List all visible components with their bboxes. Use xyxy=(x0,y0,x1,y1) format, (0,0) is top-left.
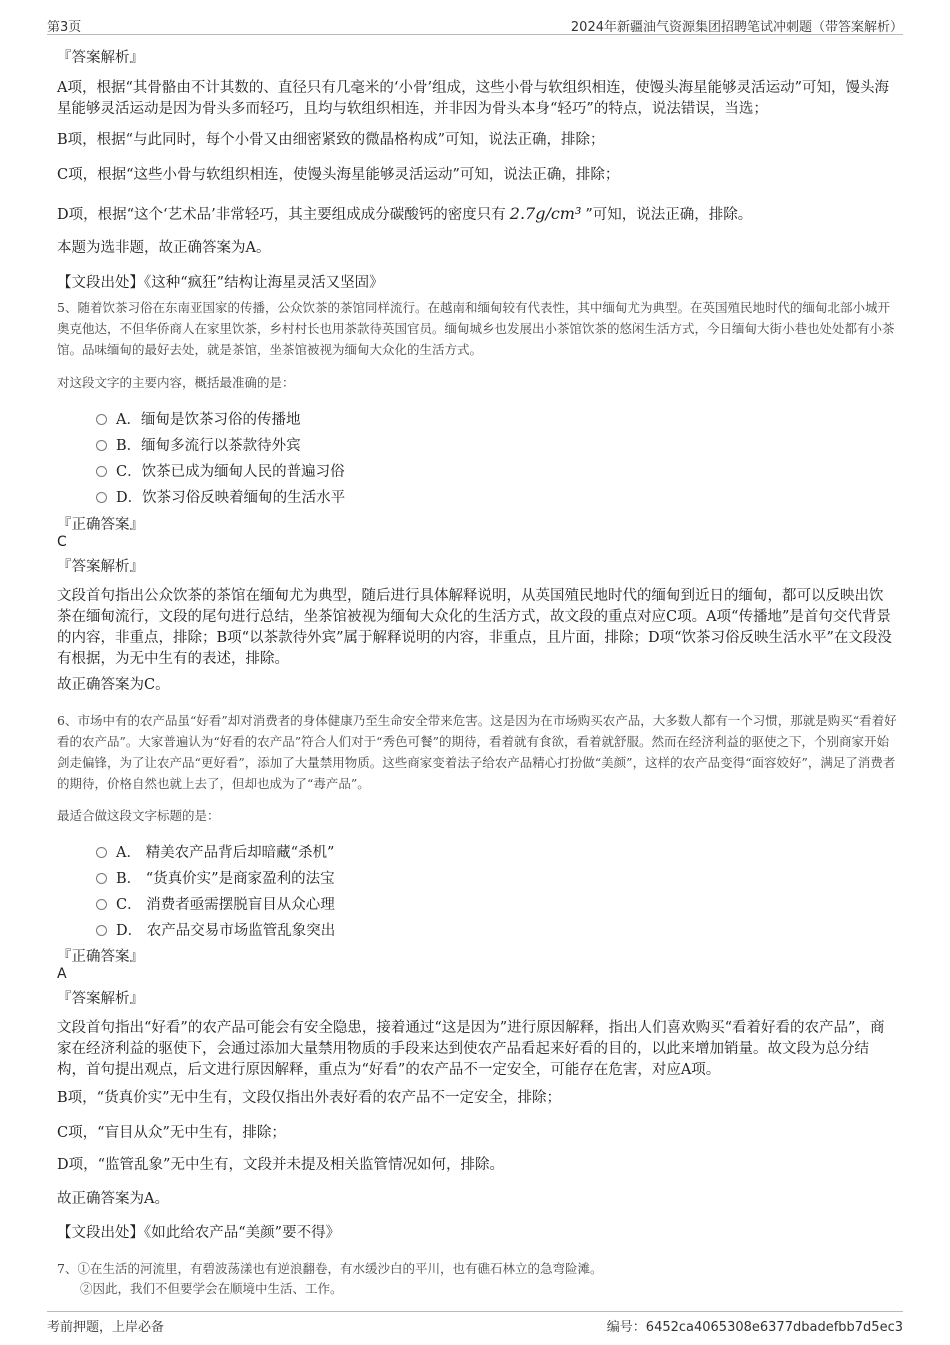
q6-question: 最适合做这段文字标题的是： xyxy=(57,808,220,823)
q5-option-a[interactable] xyxy=(96,408,300,429)
analysis-label: 『答案解析』 xyxy=(57,50,144,66)
option-label: C．饮茶已成为缅甸人民的普遍习俗 xyxy=(116,464,345,480)
q6-option-b[interactable] xyxy=(96,867,335,888)
q6-para-d: D项，“监管乱象”无中生有，文段并未提及相关监管情况如何，排除。 xyxy=(57,1157,504,1173)
q5-conclusion: 故正确答案为C。 xyxy=(57,677,170,693)
radio-icon[interactable] xyxy=(96,414,107,425)
q6-option-d[interactable] xyxy=(96,919,335,940)
q5-analysis: 文段首句指出公众饮茶的茶馆在缅甸尤为典型，随后进行具体解释说明，从英国殖民地时代的缅甸到近日的缅甸，都可以反映出饮茶在缅甸流行，文段的尾句进行总结，坐茶馆被视为缅甸大众化的生活方式，故文段的重点对应C项。A项“传播地”是首句交代背景的内容，非重点，排除；B项“以茶款待外宾”属于解释说明的内容，非重点，且片面，排除；D项“饮茶习俗反映生活水平”在文段没有根据，为无中生有的表述，排除。 xyxy=(57,588,892,667)
code-value: 6452ca4065308e6377dbadefbb7d5ec3 xyxy=(645,1320,903,1335)
code-label: 编号： xyxy=(606,1320,646,1335)
q5-option-c[interactable] xyxy=(96,460,345,481)
radio-icon[interactable] xyxy=(96,925,107,936)
radio-icon[interactable] xyxy=(96,440,107,451)
q7-line-2: ②因此，我们不但要学会在顺境中生活、工作。 xyxy=(80,1281,343,1296)
page-header xyxy=(47,12,903,35)
page-number: 第3页 xyxy=(47,20,82,35)
radio-icon[interactable] xyxy=(96,492,107,503)
option-label: A． 精美农产品背后却暗藏“杀机” xyxy=(116,845,335,861)
option-label: B． “货真价实”是商家盈利的法宝 xyxy=(116,871,335,887)
q6-passage: 6、市场中有的农产品虽“好看”却对消费者的身体健康乃至生命安全带来危害。这是因为在市场购买农产品，大多数人都有一个习惯，那就是购买“看着好看的农产品”。大家普遍认为“好看的农产品”符合人们对于“秀色可餐”的期待，看着就有食欲，看着就舒服。然而在经济利益的驱使之下，个别商家开始剑走偏锋，为了让农产品“更好看”，添加了大量禁用物质。这些商家变着法子给农产品精心打扮做“美颜”，这样的农产品变得“面容姣好”，满足了消费者的期待，价格自然也就上去了，但却也成为了“毒产品”。 xyxy=(57,713,897,791)
document-title: 2024年新疆油气资源集团招聘笔试冲刺题（带答案解析） xyxy=(570,20,903,35)
para-d-text: D项，根据“这个‘艺术品’非常轻巧，其主要组成成分碳酸钙的密度只有 xyxy=(57,207,506,223)
q6-answer-label: 『正确答案』 xyxy=(57,949,144,965)
option-label: B．缅甸多流行以茶款待外宾 xyxy=(116,438,301,454)
q5-answer-label: 『正确答案』 xyxy=(57,517,144,533)
analysis-para-d xyxy=(57,203,893,226)
radio-icon[interactable] xyxy=(96,847,107,858)
option-label: A．缅甸是饮茶习俗的传播地 xyxy=(116,412,301,428)
para-d-tail: ”可知，说法正确，排除。 xyxy=(585,207,753,223)
q4-conclusion: 本题为选非题，故正确答案为A。 xyxy=(57,240,271,256)
analysis-para-a: A项，根据“其骨骼由不计其数的、直径只有几毫米的‘小骨’组成，这些小骨与软组织相连，使馒头海星能够灵活运动”可知，馒头海星能够灵活运动是因为骨头多而轻巧，且均与软组织相连，并非因为骨头本身“轻巧”的特点，说法错误，当选； xyxy=(57,80,890,117)
radio-icon[interactable] xyxy=(96,873,107,884)
q7-line-1: 7、①在生活的河流里，有碧波荡漾也有逆浪翻卷，有水缓沙白的平川，也有礁石林立的急弯险滩。 xyxy=(57,1261,603,1276)
page-footer xyxy=(47,1311,903,1336)
analysis-para-b: B项，根据“与此同时，每个小骨又由细密紧致的微晶格构成”可知，说法正确，排除； xyxy=(57,132,605,148)
density-formula: 2.7g/cm³ xyxy=(509,204,582,223)
q5-option-b[interactable] xyxy=(96,434,301,455)
q6-option-a[interactable] xyxy=(96,841,334,862)
q6-conclusion: 故正确答案为A。 xyxy=(57,1191,169,1207)
q6-answer: A xyxy=(57,966,67,982)
q5-option-d[interactable] xyxy=(96,486,345,507)
option-label: D．饮茶习俗反映着缅甸的生活水平 xyxy=(116,490,346,506)
analysis-para-c: C项，根据“这些小骨与软组织相连，使馒头海星能够灵活运动”可知，说法正确，排除； xyxy=(57,167,620,183)
q6-para-c: C项，“盲目从众”无中生有，排除； xyxy=(57,1125,286,1141)
q6-analysis-label: 『答案解析』 xyxy=(57,991,144,1007)
q5-analysis-label: 『答案解析』 xyxy=(57,559,144,575)
option-label: D． 农产品交易市场监管乱象突出 xyxy=(116,923,336,939)
q6-source: 【文段出处】《如此给农产品“美颜”要不得》 xyxy=(57,1225,341,1241)
q5-question: 对这段文字的主要内容，概括最准确的是： xyxy=(57,375,295,390)
q4-source: 【文段出处】《这种“疯狂”结构让海星灵活又坚固》 xyxy=(57,275,384,291)
q6-analysis: 文段首句指出“好看”的农产品可能会有安全隐患，接着通过“这是因为”进行原因解释，指出人们喜欢购买“看着好看的农产品”，商家在经济利益的驱使下，会通过添加大量禁用物质的手段来达到使农产品看起来好看的目的，以此来增加销量。故文段为总分结构，首句提出观点，后文进行原因解释，重点为“好看”的农产品不一定安全，可能存在危害，对应A项。 xyxy=(57,1020,885,1078)
footer-slogan: 考前押题，上岸必备 xyxy=(47,1320,165,1335)
q6-para-b: B项，“货真价实”无中生有，文段仅指出外表好看的农产品不一定安全，排除； xyxy=(57,1090,561,1106)
radio-icon[interactable] xyxy=(96,899,107,910)
radio-icon[interactable] xyxy=(96,466,107,477)
option-label: C． 消费者亟需摆脱盲目从众心理 xyxy=(116,897,335,913)
q5-passage: 5、随着饮茶习俗在东南亚国家的传播，公众饮茶的茶馆同样流行。在越南和缅甸较有代表性，其中缅甸尤为典型。在英国殖民地时代的缅甸北部小城开奥克他达，不但华侨商人在家里饮茶，乡村村长也用茶款待英国官员。缅甸城乡也发展出小茶馆饮茶的悠闲生活方式，今日缅甸大街小巷也处处都有小茶馆。品味缅甸的最好去处，就是茶馆，坐茶馆被视为缅甸大众化的生活方式。 xyxy=(57,300,895,357)
document-code xyxy=(607,1316,903,1335)
q5-answer: C xyxy=(57,534,67,550)
q6-option-c[interactable] xyxy=(96,893,335,914)
